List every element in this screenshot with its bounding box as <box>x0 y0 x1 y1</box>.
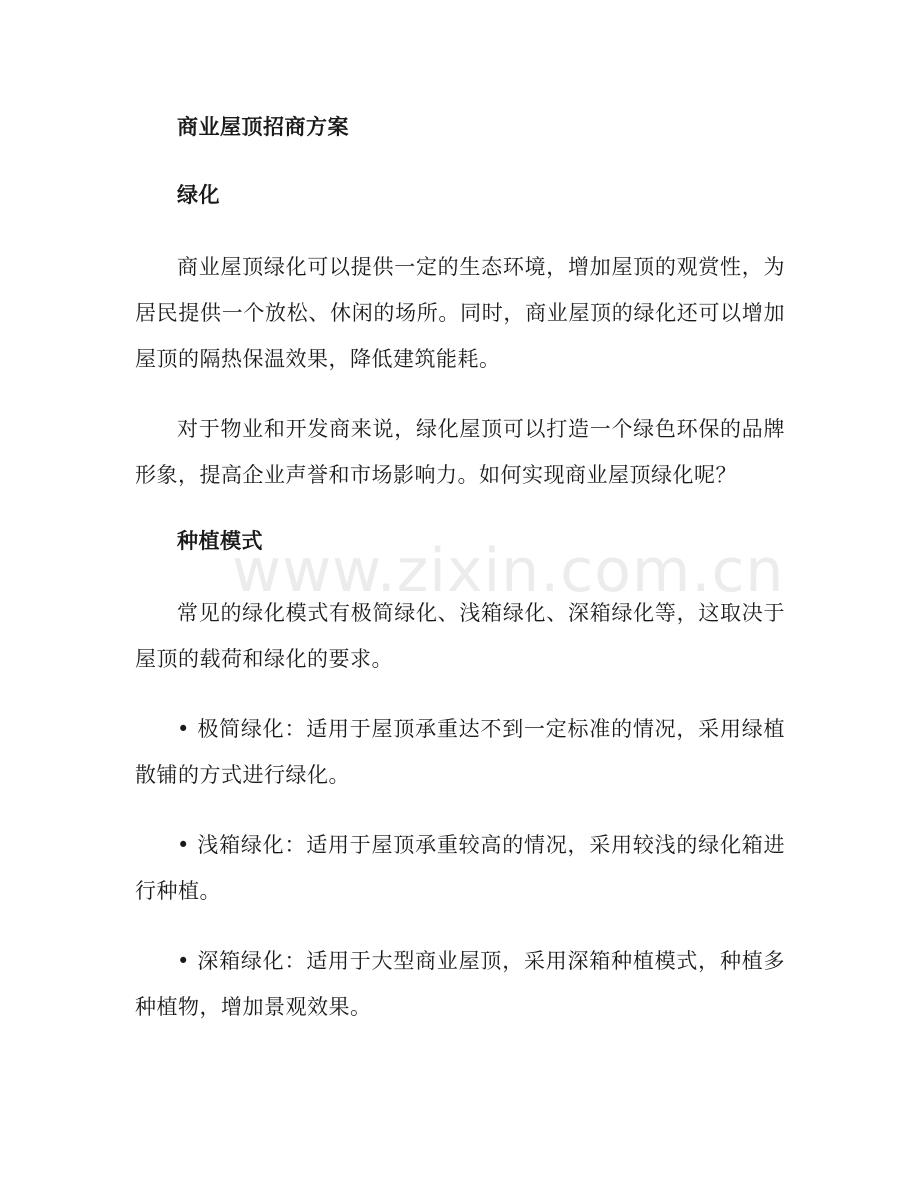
section-heading-greening: 绿化 <box>177 183 220 207</box>
section-heading-planting-mode: 种植模式 <box>177 529 263 553</box>
document-title: 商业屋顶招商方案 <box>177 115 349 139</box>
bullet-item-shallow-box-greening: • 浅箱绿化：适用于屋顶承重较高的情况，采用较浅的绿化箱进行种植。 <box>135 833 785 903</box>
watermark: www.zixin.com.cn <box>232 536 785 606</box>
bullet-item-minimal-greening: • 极简绿化：适用于屋顶承重达不到一定标准的情况，采用绿植散铺的方式进行绿化。 <box>135 717 785 787</box>
document-content <box>135 108 785 1054</box>
bullet-item-deep-box-greening: • 深箱绿化：适用于大型商业屋顶，采用深箱种植模式，种植多种植物，增加景观效果。 <box>135 949 785 1019</box>
paragraph: 商业屋顶绿化可以提供一定的生态环境，增加屋顶的观赏性，为居民提供一个放松、休闲的场所。同时，商业屋顶的绿化还可以增加屋顶的隔热保温效果，降低建筑能耗。 <box>135 255 785 371</box>
paragraph: 对于物业和开发商来说，绿化屋顶可以打造一个绿色环保的品牌形象，提高企业声誉和市场影响力。如何实现商业屋顶绿化呢？ <box>135 417 785 487</box>
paragraph: 常见的绿化模式有极简绿化、浅箱绿化、深箱绿化等，这取决于屋顶的载荷和绿化的要求。 <box>135 601 785 671</box>
